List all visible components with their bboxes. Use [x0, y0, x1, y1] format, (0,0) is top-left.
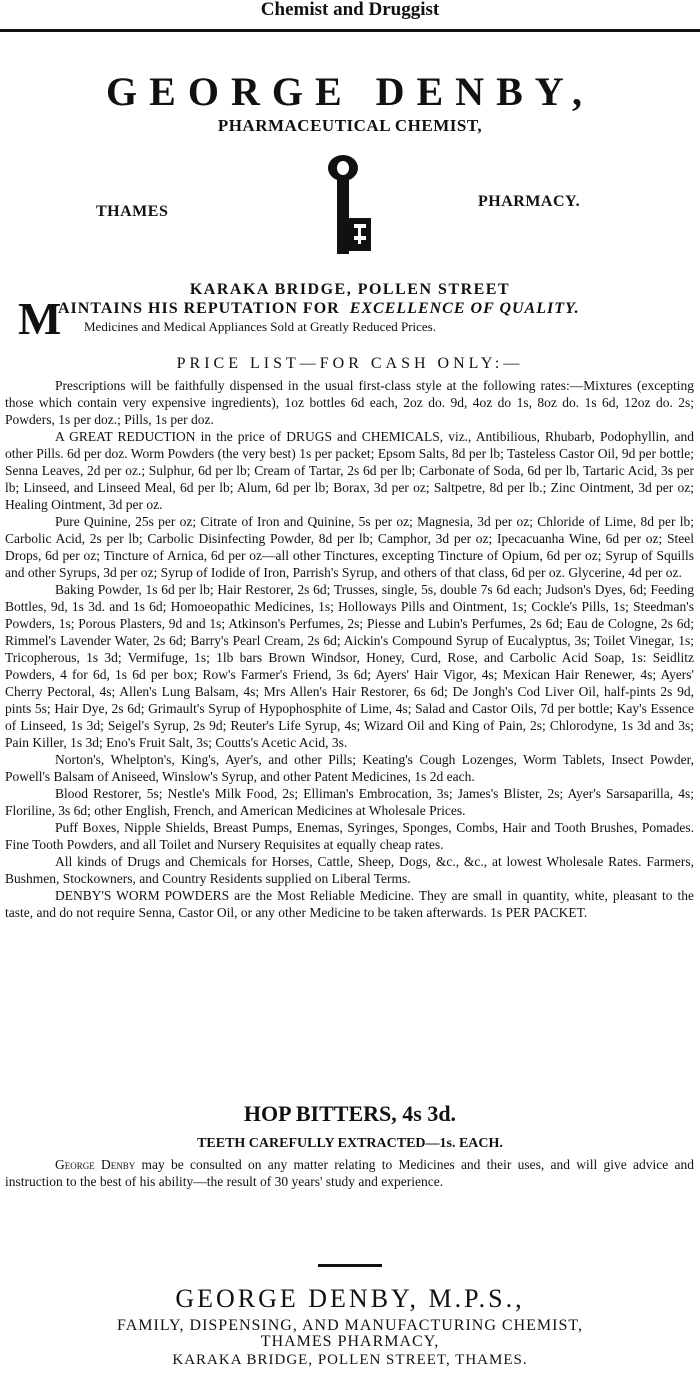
teeth-extracted: TEETH CAREFULLY EXTRACTED—1s. EACH. [197, 1136, 503, 1151]
paragraph-baking-powder: Baking Powder, 1s 6d per lb; Hair Restorer, 2s 6d; Trusses, single, 5s, double 7s 6d each; Judson's Dyes, 6d; Feeding Bottles, 9d, 1s 3d. and 1s 6d; Homoeopathic Medicines, 1s; Holloways Pills and Ointment, 1s; Cockle's Pills, 1s; Steedman's Powders, 1s; Porous Plasters, 9d and 1s; Atkinson's Perfumes, 2s; Piesse and Lubin's Perfumes, 2s 6d; Eau de Cologne, 2s 6d; Rimmel's Lavender Water, 2s 6d; Barry's Pearl Cream, 2s 6d; Aickin's Compound Syrup of Eucalyptus, 3s; Toilet Vinegar, 1s; Tricopherous, 1s 3d; Vermifuge, 1s; 1lb bars Brown Windsor, Honey, Curd, Rose, and Carbolic Acid Soap, 1s: Seidlitz Powders, 4 for 6d, 1s 6d per box; Row's Farmer's Friend, 3s 6d; Ayers' Hair Vigor, 4s; Mexican Hair Renewer, 4s; Ayers' Cherry Pectoral, 4s; Allen's Lung Balsam, 4s; Mrs Allen's Hair Restorer, 6s 6d; De Jongh's Cod Liver Oil, half-pints 2s 9d, pints 5s; Hair Dye, 2s 6d; Grimault's Syrup of Hypophosphite of Lime, 4s; Salad and Castor Oils, 7d per bottle; Kay's Essence of Linseed, 1s 3d; Seigel's Syrup, 2s 9d; Reuter's Life Syrup, 4s; Wizard Oil and King of Pain, 2s; Chlorodyne, 1s 3d and 3s; Pain Killer, 1s 3d; Eno's Fruit Salt, 3s; Coutts's Acetic Acid, 3s. [5, 582, 694, 750]
consult-text: may be consulted on any matter relating to Medicines and their uses, and will give advice and instruction to the best of his ability—the result of 30 years' study and experience. [5, 1157, 695, 1189]
footer-line2: THAMES PHARMACY, [260, 1333, 440, 1350]
drop-cap: M [18, 293, 62, 344]
paragraph-puff-boxes: Puff Boxes, Nipple Shields, Breast Pumps, Enemas, Syringes, Sponges, Combs, Hair and Tooth Brushes, Pomades. Fine Tooth Powders, and all Toilet and Nursery Requisites at equally cheap rates. [5, 820, 694, 852]
paragraph-prescriptions: Prescriptions will be faithfully dispensed in the usual first-class style at the following rates:—Mixtures (excepting those which contain very expensive ingredients), 1oz bottles 6d each, 2oz do. 9d, 4oz do 1s, 8oz do. 1s 6d, 12oz do. 2s; Powders, 1s per doz.; Pills, 1s per doz. [5, 378, 694, 427]
paragraph-great-reduction: A GREAT REDUCTION in the price of DRUGS and CHEMICALS, viz., Antibilious, Rhubarb, Podophyllin, and other Pills. 6d per doz. Worm Powders (the very best) 1s per packet; Epsom Salts, 8d per lb; Tasteless Castor Oil, 9d per bottle; Senna Leaves, 2d per oz.; Sulphur, 6d per lb; Cream of Tartar, 2s 6d per lb; Carbonate of Soda, 6d per lb, Tartaric Acid, 3s per lb; Linseed, and Linseed Meal, 6d per lb; Alum, 6d per lb; Borax, 3d per oz; Saltpetre, 8d per lb.; Zinc Ointment, 3d per oz; Healing Ointment, 3d per oz. [5, 429, 694, 512]
paragraph-worm-powders: DENBY'S WORM POWDERS are the Most Reliable Medicine. They are small in quantity, white, pleasant to the taste, and do not require Senna, Castor Oil, or any other Medicine to be taken afterwards. 1s PER PACKET. [5, 888, 694, 920]
reputation-emphasis: EXCELLENCE OF QUALITY. [349, 300, 580, 317]
reduced-prices-line: Medicines and Medical Appliances Sold at Greatly Reduced Prices. [84, 319, 436, 334]
reputation-text: AINTAINS HIS REPUTATION FOR [58, 300, 340, 317]
footer-line1: FAMILY, DISPENSING, AND MANUFACTURING CHEMIST, [117, 1317, 583, 1334]
advertiser-name: GEORGE DENBY, [106, 69, 594, 114]
paragraph-blood-restorer: Blood Restorer, 5s; Nestle's Milk Food, 2s; Elliman's Embrocation, 3s; James's Blister, 2s; Ayer's Sarsaparilla, 4s; Floriline, 3s 6d; other English, French, and American Medicines at Wholesale Prices. [5, 786, 694, 818]
paragraph-pills: Norton's, Whelpton's, King's, Ayer's, and other Pills; Keating's Cough Lozenges, Worm Tablets, Insect Powder, Powell's Balsam of Aniseed, Winslow's Syrup, and other Patent Medicines, 1s 2d each. [5, 752, 694, 784]
consult-name: George Denby [55, 1157, 136, 1172]
shop-address: KARAKA BRIDGE, POLLEN STREET [189, 281, 511, 298]
advertiser-subtitle: PHARMACEUTICAL CHEMIST, [217, 116, 483, 135]
top-rule [0, 29, 700, 32]
consultation-notice [5, 1156, 694, 1190]
footer-rule [318, 1264, 382, 1267]
paragraph-drugs-animals: All kinds of Drugs and Chemicals for Horses, Cattle, Sheep, Dogs, &c., &c., at lowest Wholesale Rates. Farmers, Bushmen, Stockowners, and Country Residents supplied on Liberal Terms. [5, 854, 694, 886]
column-header: Chemist and Druggist [260, 0, 440, 20]
paragraph-quinine: Pure Quinine, 25s per oz; Citrate of Iron and Quinine, 5s per oz; Magnesia, 3d per oz; Chloride of Lime, 8d per lb; Carbolic Acid, 2s per lb; Carbolic Disinfecting Powder, 8d per lb; Camphor, 3d per oz; Ipecacuanha Wine, 6d per oz; Steel Drops, 6d per oz; Tincture of Arnica, 6d per oz—all other Tinctures, excepting Tincture of Opium, 6d per oz; Syrup of Squills and other Syrups, 3d per oz; Syrup of Iodide of Iron, Parrish's Syrup, and others of that class, 6d per oz. Glycerine, 4d per oz. [5, 514, 694, 580]
footer-name: GEORGE DENBY, M.P.S., [175, 1284, 525, 1313]
key-icon [320, 152, 376, 256]
footer-line3: KARAKA BRIDGE, POLLEN STREET, THAMES. [172, 1352, 528, 1368]
reputation-line [58, 300, 580, 318]
hop-bitters: HOP BITTERS, 4s 3d. [243, 1101, 457, 1126]
price-list-heading: PRICE LIST—FOR CASH ONLY:— [176, 355, 524, 372]
pharmacy-label: PHARMACY. [478, 193, 581, 210]
price-list-body [5, 377, 694, 921]
thames-label: THAMES [96, 203, 169, 220]
